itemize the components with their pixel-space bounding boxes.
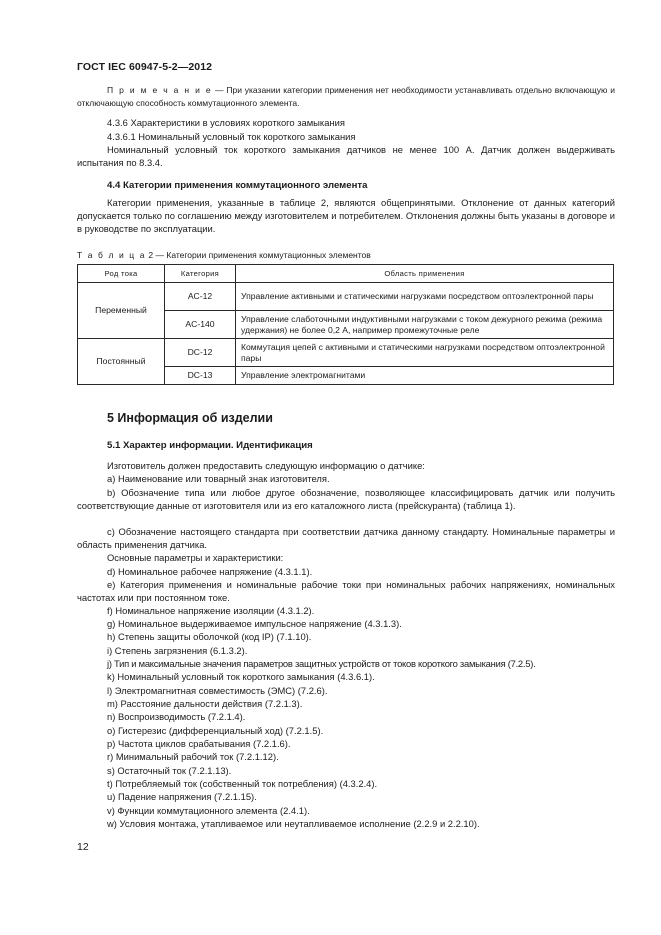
list-item-v: v) Функции коммутационного элемента (2.4.1). — [107, 805, 310, 816]
section-4-3-6-1-text: Номинальный условный ток короткого замыкания датчиков не менее 100 А. Датчик должен выдерживать испытания по 8.3.4. — [77, 144, 615, 168]
list-item-e: e) Категория применения и номинальные рабочие токи при номинальных рабочих напряжениях, номинальных частотах или при постоянном токе. — [77, 579, 615, 603]
list-item-m: m) Расстояние дальности действия (7.2.1.3). — [107, 698, 303, 709]
list-item-r: r) Минимальный рабочий ток (7.2.1.12). — [107, 751, 279, 762]
list-item-s: s) Остаточный ток (7.2.1.13). — [107, 765, 232, 776]
section-4-3-6-title: 4.3.6 Характеристики в условиях короткого замыкания — [107, 117, 345, 128]
section-5-1-intro: Изготовитель должен предоставить следующую информацию о датчике: — [107, 460, 425, 471]
list-item-b: b) Обозначение типа или любое другое обозначение, позволяющее классифицировать датчик или получить соответствующие данные от изготовителя или из его каталожного листа (прейскуранта) (таблица 1). — [77, 487, 615, 511]
list-item-p: p) Частота циклов срабатывания (7.2.1.6). — [107, 738, 291, 749]
list-item-l: l) Электромагнитная совместимость (ЭМС) (7.2.6). — [107, 685, 328, 696]
table-row — [78, 283, 614, 311]
table-cell-category: AC-140 — [165, 311, 236, 339]
note-label: П р и м е ч а н и е — [107, 85, 213, 95]
table-caption-label: Т а б л и ц а — [77, 250, 147, 260]
list-item-f: f) Номинальное напряжение изоляции (4.3.1.2). — [107, 605, 315, 616]
table-cell-category: AC-12 — [165, 283, 236, 311]
table-header-current: Род тока — [78, 265, 165, 283]
list-item-a: a) Наименование или товарный знак изготовителя. — [107, 473, 330, 484]
table-cell-area: Управление активными и статическими нагрузками посредством оптоэлектронной пары — [236, 283, 614, 311]
table-cell-category: DC-13 — [165, 367, 236, 385]
list-item-h: h) Степень защиты оболочкой (код IP) (7.1.10). — [107, 631, 312, 642]
list-item-i: i) Степень загрязнения (6.1.3.2). — [107, 645, 248, 656]
table-cell-area: Управление электромагнитами — [236, 367, 614, 385]
table-caption-text: 2 — Категории применения коммутационных элементов — [146, 250, 371, 260]
section-5-1-heading: 5.1 Характер информации. Идентификация — [107, 440, 313, 451]
list-item-o: o) Гистерезис (дифференциальный ход) (7.2.1.5). — [107, 725, 324, 736]
note-text: — При указании категории применения нет необходимости устанавливать отдельно включающую и отключающую способность коммутационного элемента. — [77, 85, 615, 108]
list-item-k: k) Номинальный условный ток короткого замыкания (4.3.6.1). — [107, 671, 375, 682]
section-4-4-text: Категории применения, указанные в таблице 2, являются общепринятыми. Отклонение от данных категорий допускается только по соглашению между изготовителем и потребителем. Отклонения должны быть указаны в договоре и в руководстве по эксплуатации. — [77, 197, 615, 234]
table-cell-current: Переменный — [78, 283, 165, 339]
section-4-4-heading: 4.4 Категории применения коммутационного элемента — [107, 180, 368, 191]
list-item-w: w) Условия монтажа, утапливаемое или неутапливаемое исполнение (2.2.9 и 2.2.10). — [107, 818, 480, 829]
list-item-n: n) Воспроизводимость (7.2.1.4). — [107, 711, 246, 722]
document-code-header: ГОСТ IEC 60947-5-2—2012 — [77, 61, 213, 73]
list-item-t: t) Потребляемый ток (собственный ток потребления) (4.3.2.4). — [107, 778, 378, 789]
list-item-d: d) Номинальное рабочее напряжение (4.3.1.1). — [107, 566, 313, 577]
table-cell-current: Постоянный — [78, 339, 165, 385]
table-cell-area: Коммутация цепей с активными и статическими нагрузками посредством оптоэлектронной пары — [236, 339, 614, 367]
page-number: 12 — [77, 841, 89, 853]
list-item-g: g) Номинальное выдерживаемое импульсное напряжение (4.3.1.3). — [107, 618, 402, 629]
table-header-area: Область применения — [236, 265, 614, 283]
list-item-j: j) Тип и максимальные значения параметров защитных устройств от токов короткого замыкания (7.2.5). — [107, 658, 536, 669]
section-5-heading: 5 Информация об изделии — [107, 411, 273, 425]
table-2-caption — [77, 250, 371, 260]
params-intro: Основные параметры и характеристики: — [107, 552, 284, 563]
table-header-row — [78, 265, 614, 283]
table-cell-category: DC-12 — [165, 339, 236, 367]
list-item-c: c) Обозначение настоящего стандарта при соответствии датчика данному стандарту. Номинальные параметры и область применения датчика. — [77, 526, 615, 550]
list-item-u: u) Падение напряжения (7.2.1.15). — [107, 791, 257, 802]
table-header-category: Категория — [165, 265, 236, 283]
table-cell-area: Управление слаботочными индуктивными нагрузками с током дежурного режима (режима удержания) не более 0,2 А, например промежуточные реле — [236, 311, 614, 339]
table-row — [78, 339, 614, 367]
table-2 — [77, 264, 614, 385]
section-4-3-6-1-title: 4.3.6.1 Номинальный условный ток короткого замыкания — [107, 131, 356, 142]
note-paragraph — [77, 84, 615, 109]
